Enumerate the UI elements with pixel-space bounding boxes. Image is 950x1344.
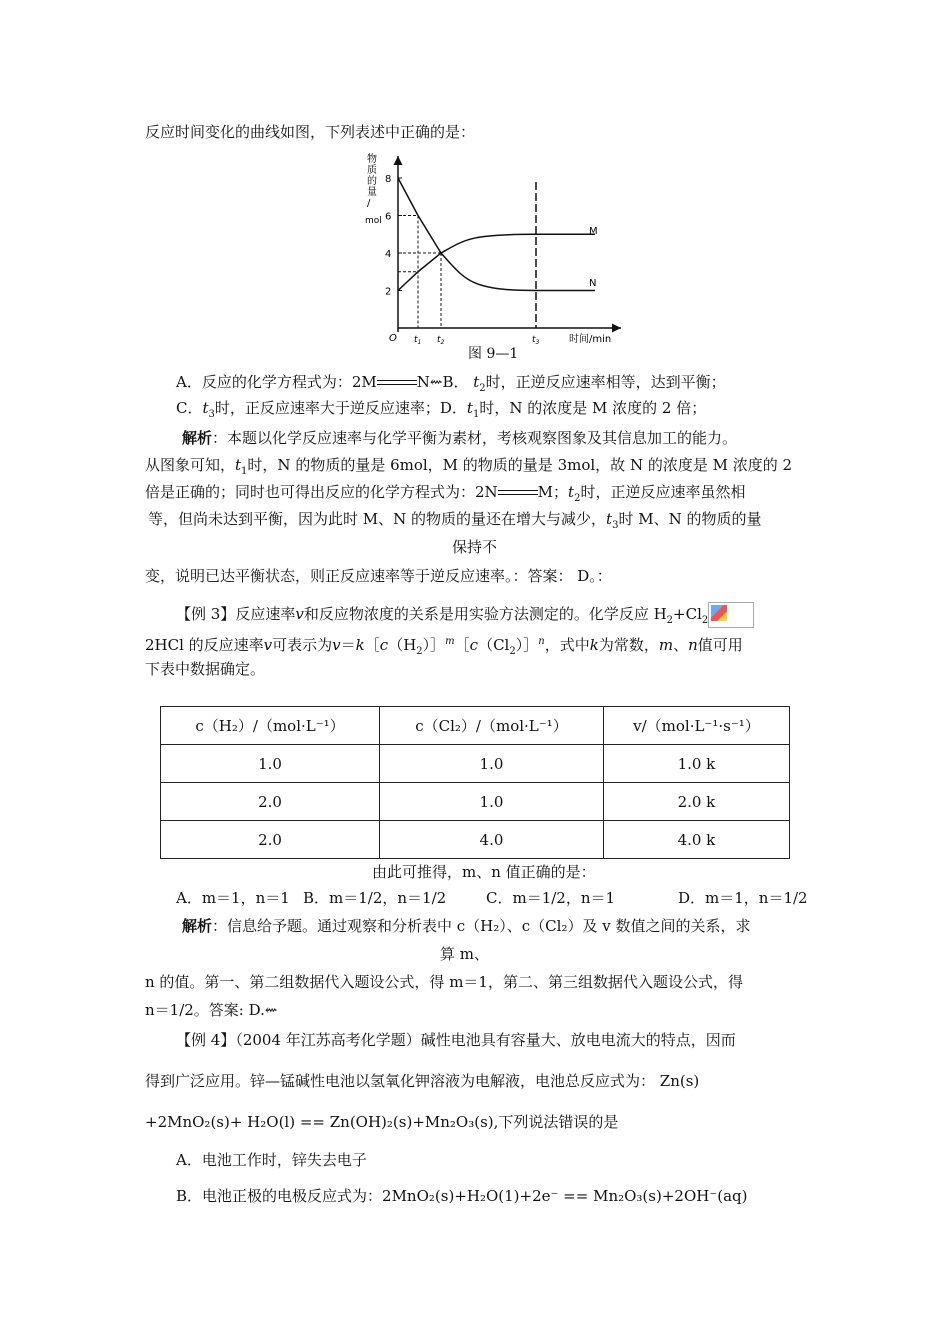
table-cell: 4.0 k bbox=[603, 821, 789, 859]
q3-option-a: A．m＝1，n＝1 bbox=[176, 889, 290, 907]
x-tick-label: $t_1$ bbox=[414, 335, 422, 346]
ex3-line2: 2HCl 的反应速率v可表示为$v=k[c(H_2)]^m[c(Cl_2)]^n$，式中k为常数，m、n值可用 bbox=[145, 636, 743, 657]
sol1-line5: 保持不 bbox=[452, 538, 498, 556]
origin-label: O bbox=[389, 333, 397, 344]
table-cell: 4.0 bbox=[380, 821, 604, 859]
figure-caption: 图 9—1 bbox=[468, 346, 519, 362]
table-cell: 2.0 bbox=[161, 821, 380, 859]
equilibrium-arrow-icon bbox=[498, 488, 538, 498]
table-cell: 1.0 bbox=[161, 745, 380, 783]
table-cell: 1.0 bbox=[380, 745, 604, 783]
ex3-line1: 【例 3】反应速率v和反应物浓度的关系是用实验方法测定的。化学反应 $H_2+Cl_2$ bbox=[176, 602, 754, 631]
sol3-line2: 算 m、 bbox=[440, 945, 489, 963]
table-header-row bbox=[161, 707, 790, 745]
ex4-line1: 【例 4】（2004 年江苏高考化学题）碱性电池具有容量大、放电电流大的特点，因而 bbox=[176, 1031, 736, 1049]
rate-data-table bbox=[160, 706, 790, 859]
y-tick-label: 2 bbox=[385, 286, 392, 298]
table-header: v/（mol·L⁻¹·s⁻¹） bbox=[603, 707, 789, 745]
q1-option-cd: C．$t_3$时，正反应速率大于逆反应速率；D．$t_1$时，N 的浓度是 M 浓度的 2 倍； bbox=[176, 399, 707, 420]
y-tick-label: 8 bbox=[385, 174, 392, 185]
table-row bbox=[161, 821, 790, 859]
image-placeholder-icon bbox=[708, 602, 754, 628]
sol1-line1: 解析：本题以化学反应速率与化学平衡为素材，考核观察图象及其信息加工的能力。 bbox=[182, 429, 738, 447]
symbol-icon: ⇜ bbox=[429, 373, 443, 391]
sol1-line4: 等，但尚未达到平衡，因为此时 M、N 的物质的量还在增大与减少，$t_3$时 M、N 的物质的量 bbox=[148, 510, 762, 531]
ex4-option-a: A．电池工作时，锌失去电子 bbox=[176, 1151, 367, 1169]
equilibrium-arrow-icon bbox=[377, 378, 417, 388]
ex4-line3: +2MnO₂(s)+ H₂O(l) == Zn(OH)₂(s)+Mn₂O₃(s),下列说法错误的是 bbox=[145, 1113, 619, 1131]
series-m-label: M bbox=[589, 226, 598, 237]
q3-option-b: B．m＝1/2，n＝1/2 bbox=[303, 889, 447, 907]
q1-option-ab: A．反应的化学方程式为：2M N⇜B． $t_2$时，正逆反应速率相等，达到平衡； bbox=[176, 373, 726, 394]
x-tick-label: $t_2$ bbox=[437, 335, 445, 346]
q3-option-c: C．m＝1/2，n＝1 bbox=[486, 889, 616, 907]
ex3-line3: 下表中数据确定。 bbox=[145, 660, 266, 678]
series-m-line bbox=[398, 234, 595, 290]
sol1-line2: 从图象可知，$t_1$时，N 的物质的量是 6mol，M 的物质的量是 3mol，故 N 的浓度是 M 浓度的 2 bbox=[145, 456, 793, 477]
y-axis-label-char: / bbox=[367, 198, 371, 209]
reaction-chart bbox=[355, 150, 635, 350]
ex4-line2: 得到广泛应用。锌—锰碱性电池以氢氧化钾溶液为电解液，电池总反应式为： Zn(s) bbox=[145, 1072, 700, 1090]
y-tick-label: 6 bbox=[385, 211, 392, 223]
y-axis-label-char: 质 bbox=[367, 165, 377, 176]
q3-stem: 由此可推得，m、n 值正确的是： bbox=[372, 863, 596, 881]
y-axis-label bbox=[367, 152, 377, 209]
symbol-icon: ⇜ bbox=[264, 1001, 278, 1019]
sol1-line3: 倍是正确的；同时也可得出反应的化学方程式为：2N M；$t_2$时，正逆反应速率虽然相 bbox=[145, 483, 746, 504]
table-cell: 2.0 k bbox=[603, 783, 789, 821]
table-cell: 1.0 bbox=[380, 783, 604, 821]
y-axis-label-char: 物 bbox=[367, 154, 377, 165]
x-tick-label: $t_3$ bbox=[532, 335, 540, 346]
table-header: c（H₂）/（mol·L⁻¹） bbox=[161, 707, 380, 745]
series-n-label: N bbox=[589, 278, 597, 289]
table-header: c（Cl₂）/（mol·L⁻¹） bbox=[380, 707, 604, 745]
ex4-option-b: B．电池正极的电极反应式为：2MnO₂(s)+H₂O(1)+2e⁻ == Mn₂O₃(s)+2OH⁻(aq) bbox=[176, 1187, 748, 1205]
table-cell: 1.0 k bbox=[603, 745, 789, 783]
table-row bbox=[161, 745, 790, 783]
q3-option-d: D．m＝1，n＝1/2 bbox=[678, 889, 808, 907]
sol3-line4: n＝1/2。答案: D.⇜ bbox=[145, 1001, 278, 1019]
sol3-line1: 解析：信息给予题。通过观察和分析表中 c（H₂）、c（Cl₂）及 v 数值之间的关系，求 bbox=[182, 917, 751, 935]
x-axis-label: 时间/min bbox=[569, 334, 612, 345]
y-axis-label-char: 量 bbox=[367, 187, 377, 198]
table-cell: 2.0 bbox=[161, 783, 380, 821]
y-axis-unit: mol bbox=[365, 216, 382, 226]
sol3-line3: n 的值。第一、第二组数据代入题设公式，得 m＝1，第二、第三组数据代入题设公式，得 bbox=[145, 973, 743, 991]
y-tick-label: 4 bbox=[385, 249, 392, 260]
sol1-line6: 变，说明已达平衡状态，则正反应速率等于逆反应速率。：答案： D。： bbox=[145, 567, 612, 585]
y-axis-label-char: 的 bbox=[367, 176, 377, 187]
table-row bbox=[161, 783, 790, 821]
intro-text: 反应时间变化的曲线如图，下列表述中正确的是： bbox=[145, 123, 476, 141]
